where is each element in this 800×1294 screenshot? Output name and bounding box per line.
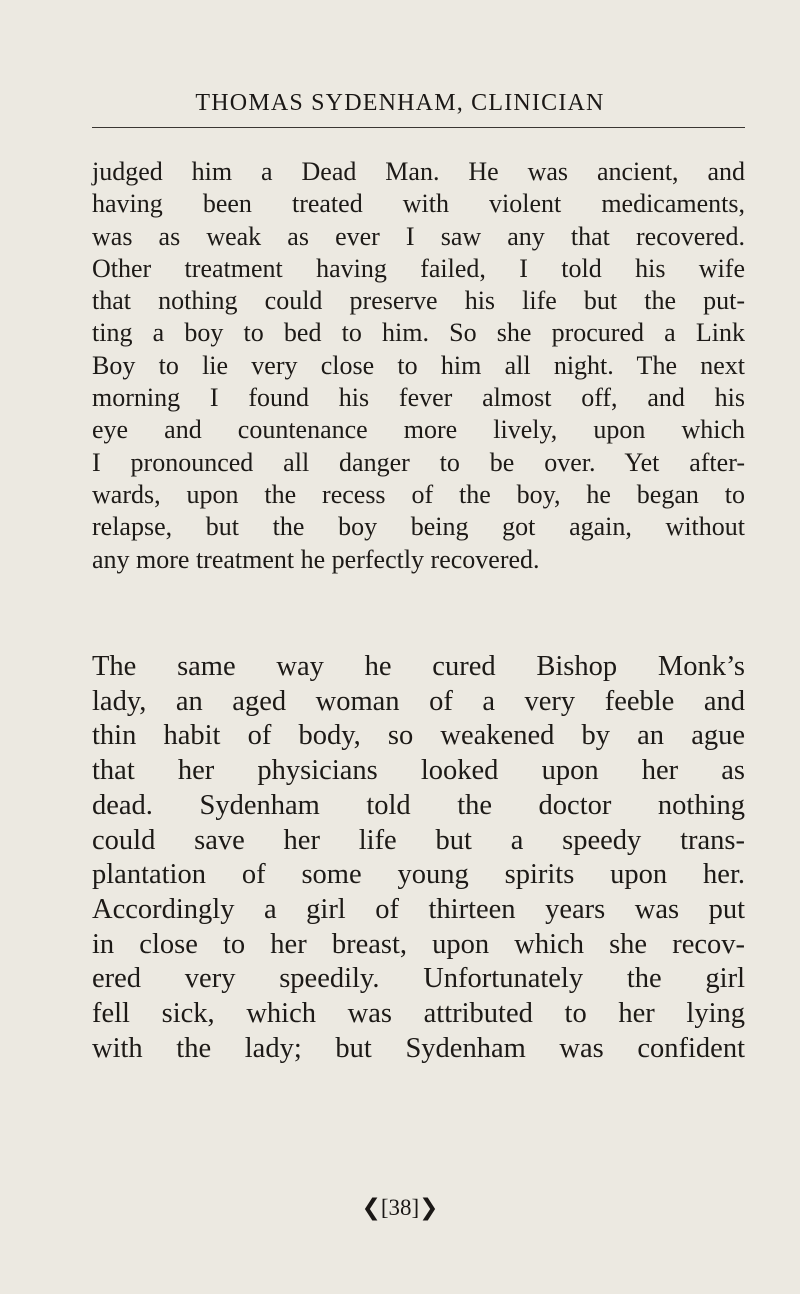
text-line: Boy to lie very close to him all night. The next	[92, 350, 745, 380]
text-line: I pronounced all danger to be over. Yet after-	[92, 447, 745, 477]
text-line: lady, an aged woman of a very feeble and	[92, 685, 745, 717]
text-line: was as weak as ever I saw any that recovered.	[92, 221, 745, 251]
text-line: Other treatment having failed, I told his wife	[92, 253, 745, 283]
text-line: any more treatment he perfectly recovered.	[92, 544, 540, 574]
text-line: dead. Sydenham told the doctor nothing	[92, 789, 745, 821]
text-line: having been treated with violent medicaments,	[92, 189, 745, 219]
text-line: thin habit of body, so weakened by an ague	[92, 720, 745, 752]
running-head: THOMAS SYDENHAM, CLINICIAN	[195, 90, 605, 116]
text-line: with the lady; but Sydenham was confident	[92, 1032, 745, 1064]
text-line: could save her life but a speedy trans-	[92, 824, 745, 856]
text-line: that nothing could preserve his life but the put-	[92, 286, 745, 316]
text-line: relapse, but the boy being got again, without	[92, 512, 745, 542]
text-line: that her physicians looked upon her as	[92, 755, 745, 787]
page-number: ❮[38]❯	[361, 1195, 439, 1220]
text-line: judged him a Dead Man. He was ancient, and	[92, 157, 745, 186]
paragraph-1	[92, 156, 745, 576]
text-line: The same way he cured Bishop Monk’s	[92, 651, 745, 682]
text-line: in close to her breast, upon which she recov-	[92, 928, 745, 960]
text-line: ered very speedily. Unfortunately the girl	[92, 963, 745, 995]
paragraph-2	[92, 650, 745, 1066]
text-line: wards, upon the recess of the boy, he began to	[92, 479, 745, 509]
header-rule	[92, 127, 745, 128]
text-line: eye and countenance more lively, upon which	[92, 415, 745, 445]
text-line: morning I found his fever almost off, and his	[92, 383, 745, 413]
text-line: fell sick, which was attributed to her lying	[92, 998, 745, 1030]
text-line: plantation of some young spirits upon her.	[92, 859, 745, 891]
text-line: ting a boy to bed to him. So she procured a Link	[92, 318, 745, 348]
text-line: Accordingly a girl of thirteen years was put	[92, 893, 745, 925]
